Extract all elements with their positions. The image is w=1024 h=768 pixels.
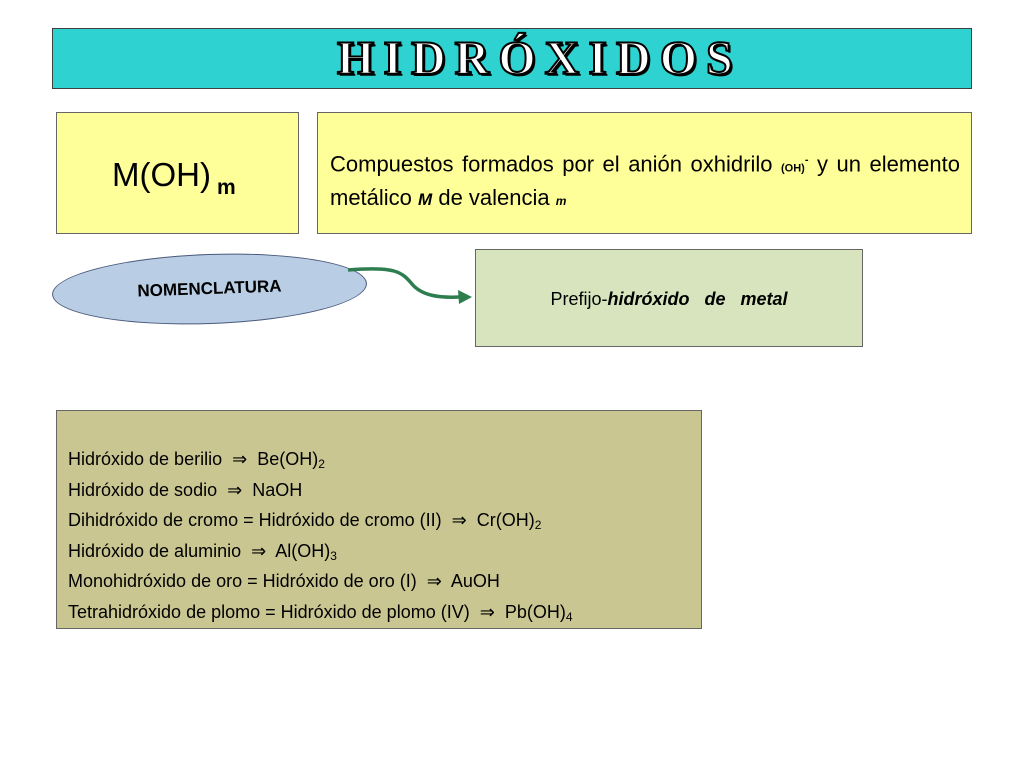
rule-prefix: Prefijo-: [550, 289, 608, 309]
implies-arrow-icon: ⇒: [251, 540, 267, 561]
implies-arrow-icon: ⇒: [451, 510, 467, 530]
formula-main-text: M(OH): [112, 156, 211, 193]
definition-part1: Compuestos formados por el anión oxhidrilo: [330, 151, 781, 177]
example-subscript: 4: [565, 609, 573, 624]
example-subscript: 2: [318, 457, 325, 471]
rule-word-hidroxido: hidróxido: [607, 289, 690, 309]
example-subscript: 2: [534, 518, 542, 532]
implies-arrow-icon: ⇒: [426, 571, 442, 591]
general-formula-box: [56, 112, 299, 234]
definition-anion: (OH): [780, 162, 805, 175]
definition-anion-charge: -: [804, 154, 809, 166]
nomenclature-rule: [476, 289, 862, 310]
example-item: [68, 539, 573, 570]
example-subscript: 3: [330, 548, 337, 563]
example-item: [68, 478, 573, 509]
example-item: [68, 600, 573, 631]
examples-list: [68, 447, 573, 630]
general-formula: [112, 155, 236, 208]
arrow-head-icon: [458, 290, 472, 304]
definition-box: [317, 112, 972, 234]
example-name: Hidróxido de sodio: [68, 479, 218, 500]
example-name: Dihidróxido de cromo = Hidróxido de cromo (II): [68, 510, 442, 530]
implies-arrow-icon: ⇒: [227, 479, 243, 500]
example-name: Hidróxido de berilio: [68, 449, 223, 469]
implies-arrow-icon: ⇒: [232, 449, 248, 469]
example-name: Tetrahidróxido de plomo = Hidróxido de plomo (IV): [68, 601, 470, 622]
example-name: Hidróxido de aluminio: [68, 540, 242, 561]
nomenclature-label: NOMENCLATURA: [137, 276, 282, 301]
slide-title: HIDRÓXIDOS: [337, 32, 742, 85]
example-item: [68, 508, 573, 539]
example-formula: Al(OH): [275, 540, 331, 561]
definition-part2: y un elemento metálico: [330, 151, 961, 211]
formula-subscript: m: [216, 176, 236, 199]
rule-word-metal: metal: [740, 289, 788, 309]
title-bar: [52, 28, 972, 89]
example-name: Monohidróxido de oro = Hidróxido de oro (I): [68, 571, 417, 591]
definition-metal-symbol: M: [418, 190, 433, 210]
definition-text: [330, 145, 960, 216]
definition-part3: de valencia: [432, 185, 556, 211]
nomenclature-rule-box: [475, 249, 863, 347]
example-formula: Be(OH): [257, 449, 319, 469]
connector-arrow: [340, 262, 480, 312]
definition-valence-symbol: m: [555, 194, 567, 209]
nomenclature-ellipse: [51, 249, 368, 330]
implies-arrow-icon: ⇒: [479, 601, 495, 622]
example-formula: NaOH: [252, 479, 303, 500]
example-formula: AuOH: [450, 571, 500, 591]
rule-word-de: de: [704, 289, 726, 309]
example-formula: Pb(OH): [504, 601, 566, 622]
example-item: [68, 569, 573, 600]
arrow-curve: [348, 269, 460, 297]
example-formula: Cr(OH): [476, 510, 535, 530]
examples-box: [56, 410, 702, 629]
example-item: [68, 447, 573, 478]
